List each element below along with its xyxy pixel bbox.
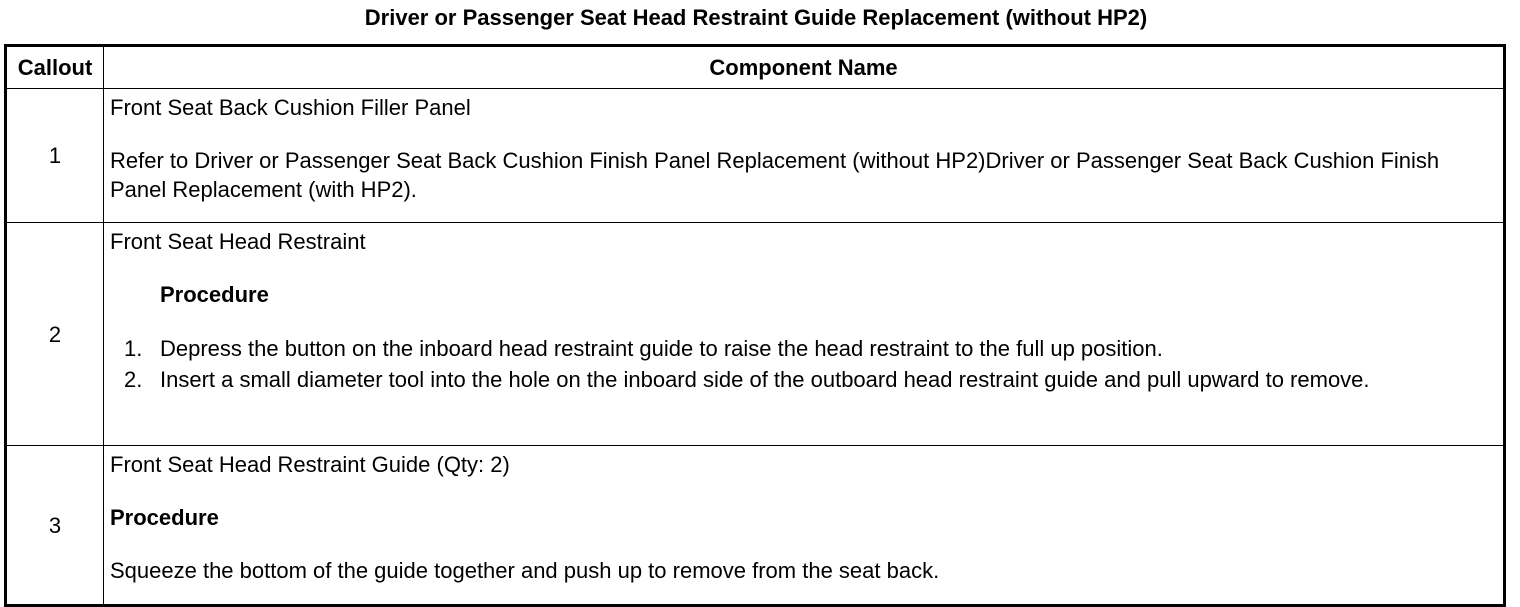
component-name: Front Seat Back Cushion Filler Panel (110, 95, 471, 120)
component-cell (104, 446, 1505, 606)
procedure-step (124, 364, 1499, 395)
step-number: 2. (124, 367, 143, 392)
procedure-step (124, 333, 1499, 364)
procedure-heading: Procedure (110, 505, 219, 530)
callout-number: 2 (6, 223, 104, 446)
callout-number: 1 (6, 89, 104, 223)
table-header-row (6, 46, 1505, 89)
callout-number: 3 (6, 446, 104, 606)
table-row (6, 89, 1505, 223)
step-text: Insert a small diameter tool into the hole on the inboard side of the outboard head restraint guide and pull upward to remove. (160, 367, 1370, 392)
reference-note: Refer to Driver or Passenger Seat Back Cushion Finish Panel Replacement (without HP2)Driver or Passenger Seat Back Cushion Finish Panel Replacement (with HP2). (110, 148, 1440, 202)
table-row (6, 223, 1505, 446)
column-header-component-name: Component Name (104, 46, 1505, 89)
component-cell (104, 89, 1505, 223)
table-row (6, 446, 1505, 606)
procedure-instruction: Squeeze the bottom of the guide together and push up to remove from the seat back. (110, 558, 940, 583)
step-text: Depress the button on the inboard head restraint guide to raise the head restraint to the full up position. (160, 336, 1163, 361)
component-name: Front Seat Head Restraint (110, 229, 366, 254)
callout-table (4, 44, 1506, 607)
page-title: Driver or Passenger Seat Head Restraint Guide Replacement (without HP2) (364, 5, 1148, 30)
column-header-callout: Callout (6, 46, 104, 89)
component-cell (104, 223, 1505, 446)
step-number: 1. (124, 336, 143, 361)
procedure-steps (110, 333, 1499, 395)
component-name: Front Seat Head Restraint Guide (Qty: 2) (110, 452, 510, 477)
procedure-heading: Procedure (160, 282, 269, 307)
